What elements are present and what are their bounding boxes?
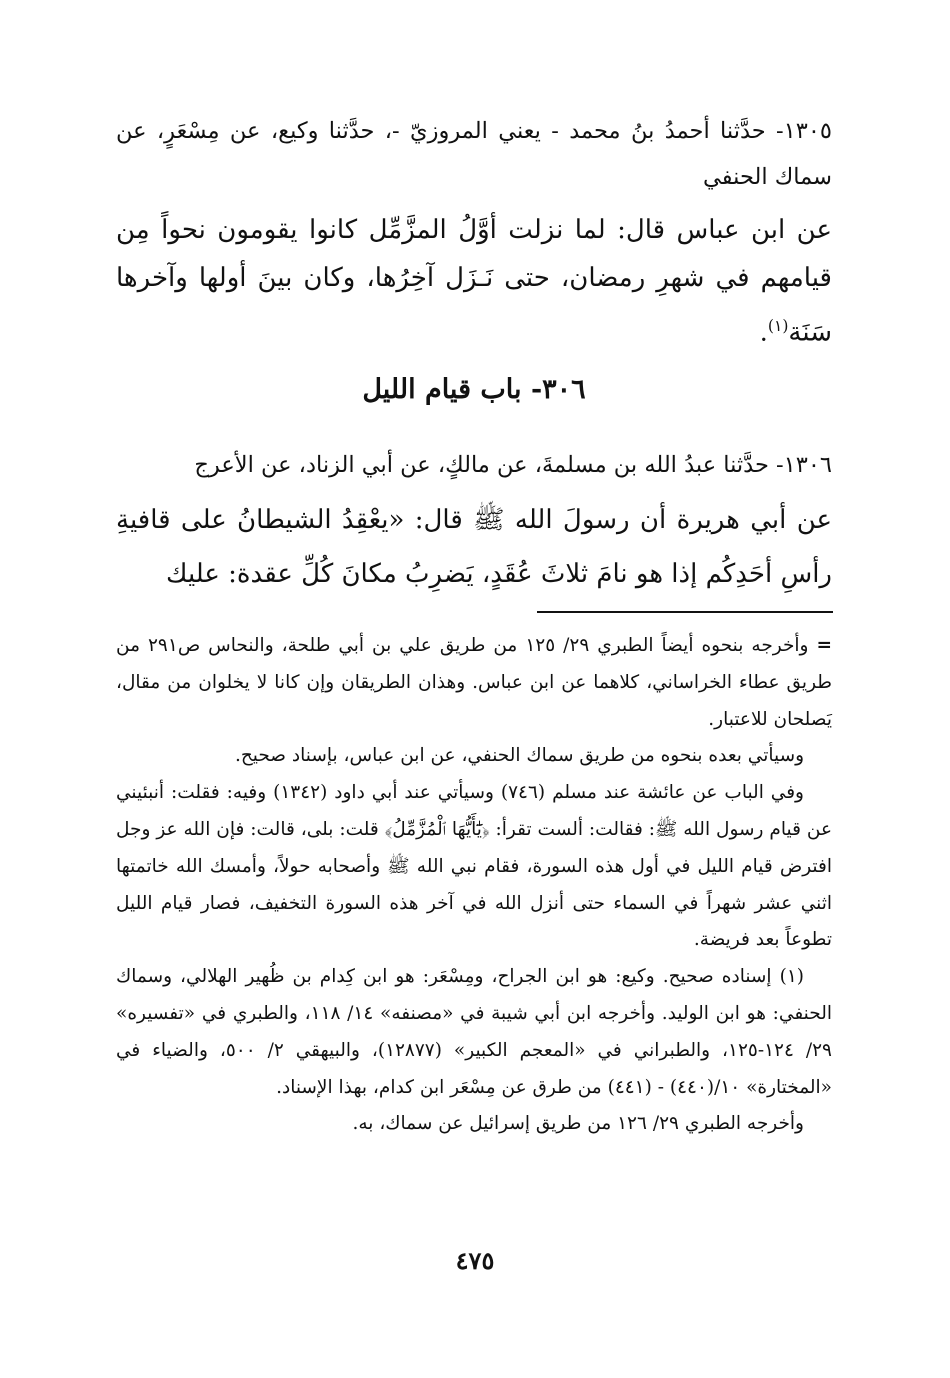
- hadith-1305-chain: [116, 108, 832, 200]
- hadith-1305-text-block: [116, 206, 832, 357]
- chapter-title: ٣٠٦- باب قيام الليل: [362, 374, 586, 405]
- footnote-paragraph-1: وأخرجه بنحوه أيضاً الطبري ٢٩/ ١٢٥ من طريق علي بن أبي طلحة، والنحاس ص٢٩١ من طريق عطاء الخراساني، كلاهما عن ابن عباس. وهذان الطريقان وإن كانا لا يخلوان من مقال، يَصلحان للاعتبار.: [116, 635, 832, 730]
- footnote-continuation: [116, 628, 832, 738]
- footnote-paragraph-2: وسيأتي بعده بنحوه من طريق سماك الحنفي، عن ابن عباس، بإسناد صحيح.: [234, 745, 804, 767]
- hadith-1306-text: عن أبي هريرة أن رسولَ الله ﷺ قال: «يعْقِدُ الشيطانُ على قافيةِ رأسِ أحَدِكُم إذا هو نامَ ثلاثَ عُقَدٍ، يَضرِبُ مكانَ كُلِّ عقدة: عليك: [116, 505, 832, 589]
- hadith-1306-chain: [116, 447, 832, 483]
- footnote-paragraph-3: وفي الباب عن عائشة عند مسلم (٧٤٦) وسيأتي عند أبي داود (١٣٤٢) وفيه: فقلت: أنبئيني عن قيام رسول الله ﷺ: فقالت: ألست تقرأ: ﴿يَٰٓأَيُّهَا ٱلْمُزَّمِّلُ﴾ قلت: بلى، قالت: فإن الله عز وجل افترض قيام الليل في أول هذه السورة، فقام نبي الله ﷺ وأصحابه حولاً، وأمسك الله خاتمتها اثني عشر شهراً في السماء حتى أنزل الله في آخر هذه السورة التخفيف، فصار قيام الليل تطوعاً بعد فريضة.: [116, 782, 832, 951]
- chapter-heading: [116, 374, 832, 405]
- hadith-1305-intro: ١٣٠٥- حدَّثنا أحمدُ بنُ محمد - يعني المروزيّ -، حدَّثنا وكيع، عن مِسْعَرٍ، عن سماك الحنفي: [116, 118, 832, 190]
- footnote-separator: [537, 611, 833, 613]
- continuation-mark: =: [816, 635, 832, 656]
- hadith-1306-text-block: [116, 493, 832, 601]
- footnote-ref-1: (١): [767, 317, 789, 335]
- hadith-1306-intro: ١٣٠٦- حدَّثنا عبدُ الله بن مسلمةَ، عن مالكٍ، عن أبي الزناد، عن الأعرج: [194, 452, 832, 478]
- hadith-1305-end-mark: .: [759, 317, 768, 348]
- footnote-1: (١) إسناده صحيح. وكيع: هو ابن الجراح، ومِسْعَر: هو ابن كِدام بن ظُهير الهلالي، وسماك الحنفي: هو ابن الوليد. وأخرجه ابن أبي شيبة في «مصنفه» ١٤/ ١١٨، والطبري في «تفسيره» ٢٩/ ١٢٤-١٢٥، والطبراني في «المعجم الكبير» (١٢٨٧٧)، والبيهقي ٢/ ٥٠٠، والضياء في «المختارة» ١٠/(٤٤٠) - (٤٤١) من طرق عن مِسْعَر ابن كدام، بهذا الإسناد.: [116, 966, 832, 1098]
- footnotes-section: [116, 628, 832, 1143]
- footnote-paragraph-5: وأخرجه الطبري ٢٩/ ١٢٦ من طريق إسرائيل عن سماك، به.: [352, 1113, 804, 1135]
- page-number: ٤٧٥: [455, 1246, 495, 1275]
- hadith-1305-text: عن ابن عباس قال: لما نزلت أوَّلُ المزَّمِّل كانوا يقومون نحواً مِن قيامهم في شهرِ رمضان، حتى نَـزَل آخِرُها، وكان بينَ أولها وآخرها سَنَة: [116, 215, 832, 348]
